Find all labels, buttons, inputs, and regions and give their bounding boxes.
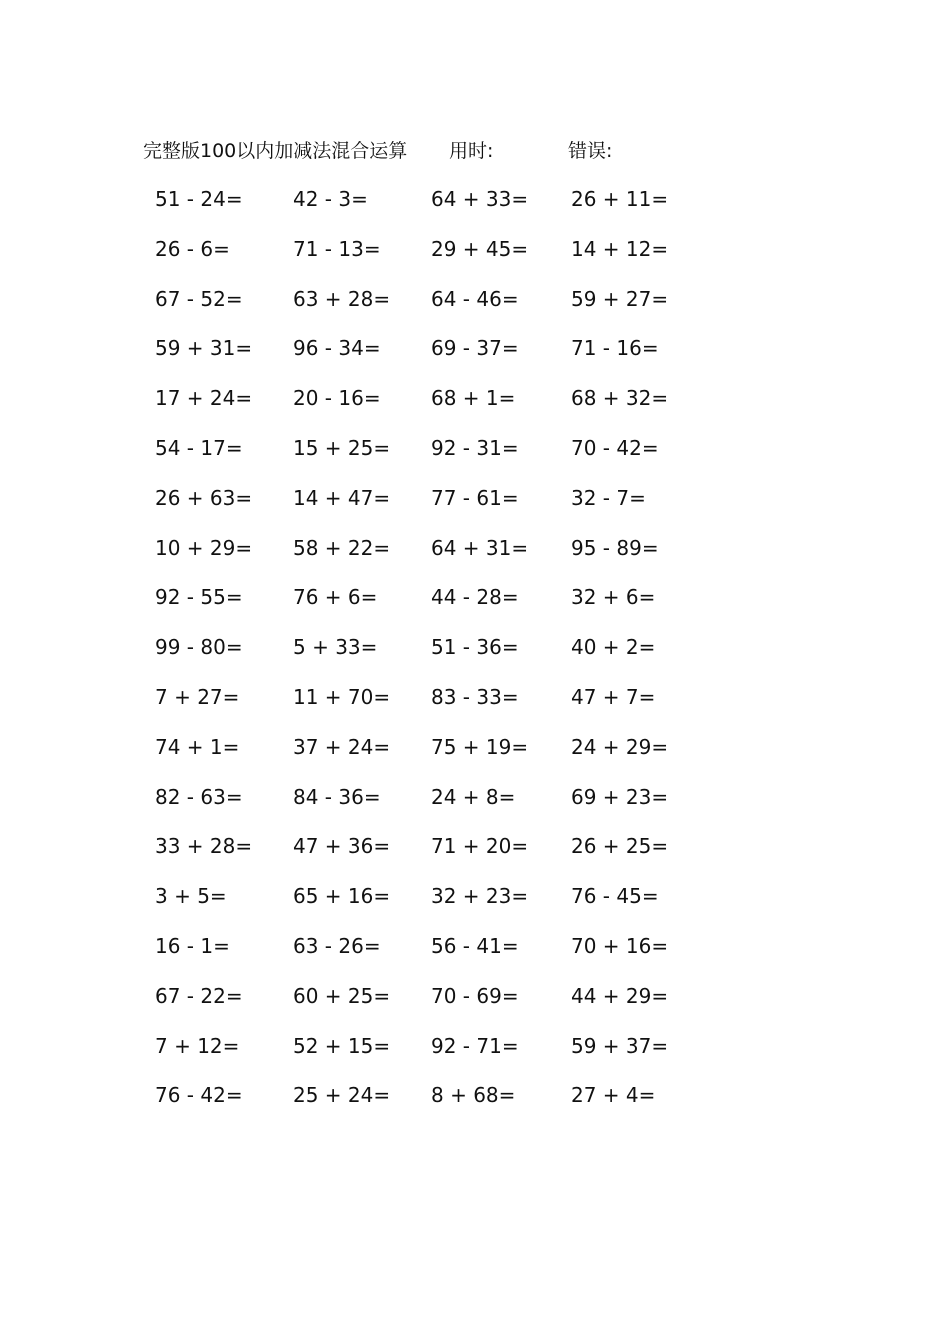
problem-row xyxy=(0,630,950,680)
math-problem: 7 + 12= xyxy=(155,1033,240,1058)
math-problem: 25 + 24= xyxy=(293,1083,391,1108)
math-problem: 44 - 28= xyxy=(431,585,519,610)
math-problem: 64 - 46= xyxy=(431,286,519,311)
math-problem: 47 + 36= xyxy=(293,834,391,859)
math-problem: 68 + 1= xyxy=(431,386,516,411)
math-problem: 51 - 24= xyxy=(155,187,243,211)
math-problem: 82 - 63= xyxy=(155,784,243,809)
math-problem: 64 + 33= xyxy=(431,187,529,211)
math-problem: 5 + 33= xyxy=(293,635,378,660)
math-problem: 69 + 23= xyxy=(571,784,669,809)
problem-row xyxy=(0,680,950,730)
math-problem: 69 - 37= xyxy=(431,336,519,361)
math-problem: 71 - 16= xyxy=(571,336,659,361)
time-label: 用时: xyxy=(449,140,494,162)
problem-row xyxy=(0,829,950,879)
math-problem: 26 + 11= xyxy=(571,187,669,211)
math-problem: 17 + 24= xyxy=(155,386,253,411)
problem-row xyxy=(0,232,950,282)
problem-row xyxy=(0,780,950,830)
math-problem: 70 + 16= xyxy=(571,933,669,958)
math-problem: 8 + 68= xyxy=(431,1083,516,1108)
math-problem: 26 + 25= xyxy=(571,834,669,859)
math-problem: 54 - 17= xyxy=(155,435,243,460)
math-problem: 11 + 70= xyxy=(293,684,391,709)
math-problem: 32 - 7= xyxy=(571,485,646,510)
problem-grid xyxy=(0,182,950,1128)
math-problem: 42 - 3= xyxy=(293,187,368,211)
math-problem: 29 + 45= xyxy=(431,236,529,261)
math-problem: 67 - 22= xyxy=(155,983,243,1008)
math-problem: 71 - 13= xyxy=(293,236,381,261)
math-problem: 64 + 31= xyxy=(431,535,529,560)
math-problem: 67 - 52= xyxy=(155,286,243,311)
math-problem: 32 + 6= xyxy=(571,585,656,610)
problem-row xyxy=(0,580,950,630)
worksheet-header xyxy=(0,134,950,168)
math-problem: 92 - 55= xyxy=(155,585,243,610)
math-problem: 26 - 6= xyxy=(155,236,230,261)
problem-row xyxy=(0,1029,950,1079)
math-problem: 76 + 6= xyxy=(293,585,378,610)
math-problem: 74 + 1= xyxy=(155,734,240,759)
math-problem: 40 + 2= xyxy=(571,635,656,660)
math-problem: 59 + 31= xyxy=(155,336,253,361)
math-problem: 70 - 69= xyxy=(431,983,519,1008)
worksheet-title: 完整版100以内加减法混合运算 xyxy=(143,140,408,162)
math-problem: 24 + 29= xyxy=(571,734,669,759)
math-problem: 60 + 25= xyxy=(293,983,391,1008)
math-problem: 77 - 61= xyxy=(431,485,519,510)
math-problem: 3 + 5= xyxy=(155,884,227,909)
problem-row xyxy=(0,282,950,332)
math-problem: 32 + 23= xyxy=(431,884,529,909)
math-problem: 63 - 26= xyxy=(293,933,381,958)
math-problem: 16 - 1= xyxy=(155,933,230,958)
problem-row xyxy=(0,331,950,381)
math-problem: 7 + 27= xyxy=(155,684,240,709)
math-problem: 58 + 22= xyxy=(293,535,391,560)
math-problem: 26 + 63= xyxy=(155,485,253,510)
math-problem: 10 + 29= xyxy=(155,535,253,560)
math-problem: 65 + 16= xyxy=(293,884,391,909)
problem-row xyxy=(0,879,950,929)
math-problem: 63 + 28= xyxy=(293,286,391,311)
error-label: 错误: xyxy=(568,140,613,162)
math-problem: 95 - 89= xyxy=(571,535,659,560)
problem-row xyxy=(0,381,950,431)
math-problem: 51 - 36= xyxy=(431,635,519,660)
problem-row xyxy=(0,481,950,531)
math-problem: 33 + 28= xyxy=(155,834,253,859)
math-problem: 44 + 29= xyxy=(571,983,669,1008)
math-problem: 14 + 12= xyxy=(571,236,669,261)
problem-row xyxy=(0,730,950,780)
problem-row xyxy=(0,1078,950,1128)
problem-row xyxy=(0,929,950,979)
math-problem: 15 + 25= xyxy=(293,435,391,460)
math-problem: 27 + 4= xyxy=(571,1083,656,1108)
math-problem: 20 - 16= xyxy=(293,386,381,411)
math-problem: 70 - 42= xyxy=(571,435,659,460)
math-problem: 14 + 47= xyxy=(293,485,391,510)
problem-row xyxy=(0,431,950,481)
problem-row xyxy=(0,979,950,1029)
math-problem: 59 + 27= xyxy=(571,286,669,311)
math-problem: 92 - 31= xyxy=(431,435,519,460)
problem-row xyxy=(0,531,950,581)
math-problem: 99 - 80= xyxy=(155,635,243,660)
math-problem: 75 + 19= xyxy=(431,734,529,759)
math-problem: 68 + 32= xyxy=(571,386,669,411)
math-problem: 56 - 41= xyxy=(431,933,519,958)
problem-row xyxy=(0,182,950,232)
math-problem: 71 + 20= xyxy=(431,834,529,859)
math-problem: 59 + 37= xyxy=(571,1033,669,1058)
math-problem: 76 - 45= xyxy=(571,884,659,909)
math-problem: 84 - 36= xyxy=(293,784,381,809)
math-problem: 52 + 15= xyxy=(293,1033,391,1058)
math-problem: 96 - 34= xyxy=(293,336,381,361)
math-problem: 47 + 7= xyxy=(571,684,656,709)
math-problem: 37 + 24= xyxy=(293,734,391,759)
math-problem: 24 + 8= xyxy=(431,784,516,809)
math-problem: 83 - 33= xyxy=(431,684,519,709)
math-problem: 92 - 71= xyxy=(431,1033,519,1058)
math-problem: 76 - 42= xyxy=(155,1083,243,1108)
